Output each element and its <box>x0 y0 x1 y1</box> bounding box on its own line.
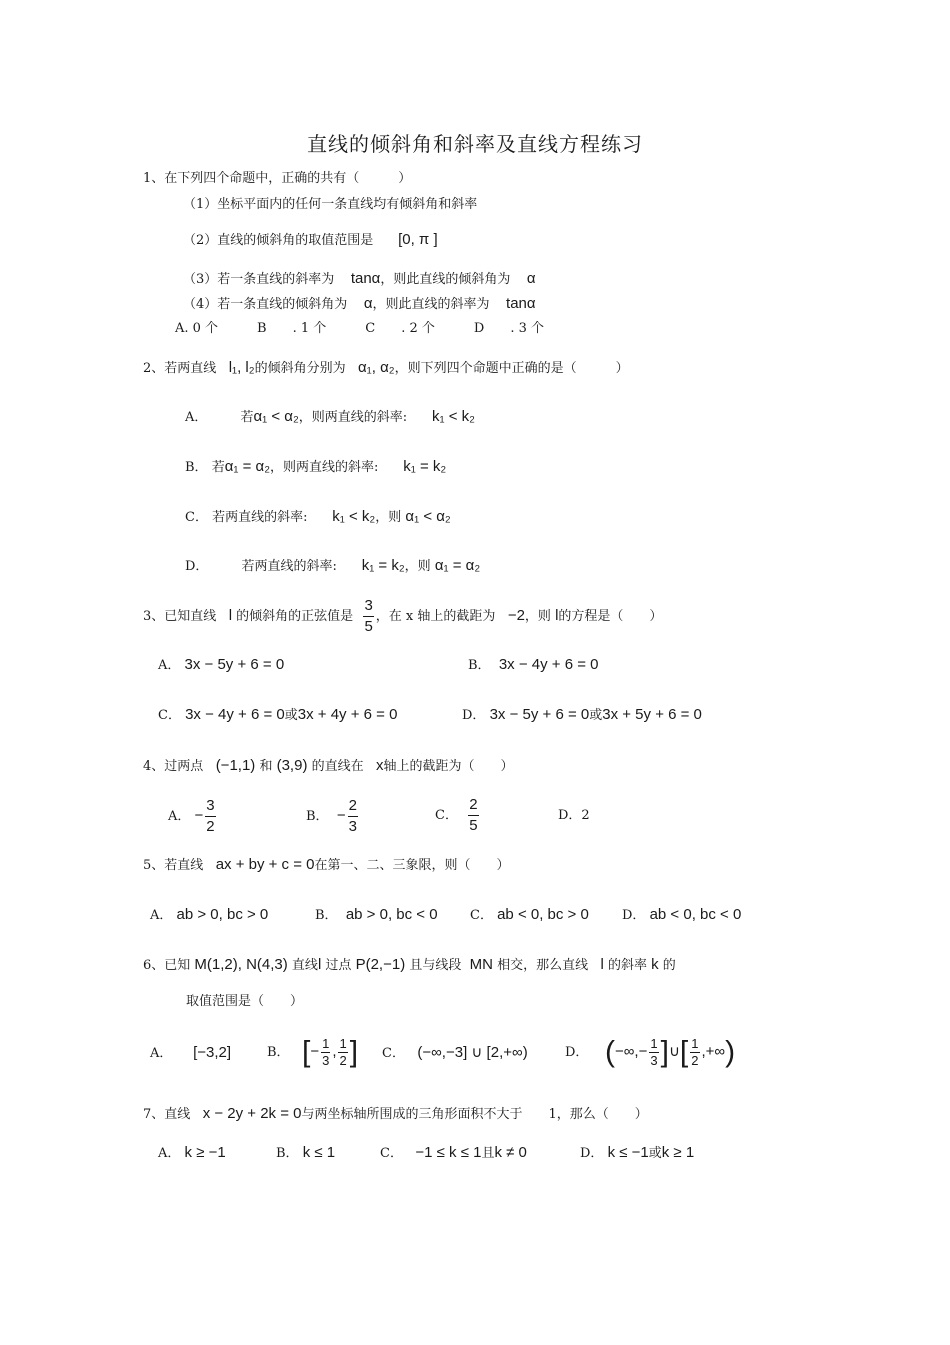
q6-option-b: B． [− $\frac{1}{3}$ , $\frac{1}{2}$ ] <box>267 1035 359 1069</box>
q1-stem: 1、在下列四个命题中，正确的共有（ ） <box>143 171 412 186</box>
q5-option-a: A． ab > 0, bc > 0 <box>150 906 269 923</box>
q4-option-b: B． − $\frac{2}{3}$ <box>306 797 357 835</box>
q4-option-a: A． − $\frac{3}{2}$ <box>168 797 215 835</box>
q2-option-d: D． 若两直线的斜率: k₁ = k₂，则 α₁ = α₂ <box>185 557 481 574</box>
q7-option-c: C． −1 ≤ k ≤ 1且k ≠ 0 <box>380 1144 527 1161</box>
q3-option-d: D． 3x − 5y + 6 = 0或3x + 5y + 6 = 0 <box>462 706 702 723</box>
q2-stem: 2、若两直线 l₁, l₂的倾斜角分别为 α₁, α₂，则下列四个命题中正确的是（ ） <box>143 359 629 376</box>
q5-option-c: C． ab < 0, bc > 0 <box>470 906 589 923</box>
q5-option-b: B． ab > 0, bc < 0 <box>315 906 438 923</box>
q7-option-a: A． k ≥ −1 <box>158 1144 226 1161</box>
q3-option-b: B． 3x − 4y + 6 = 0 <box>468 656 599 673</box>
q5-stem: 5、若直线 ax + by + c = 0在第一、二、三象限，则（ ） <box>143 856 510 873</box>
q6-stem: 6、已知 M(1,2), N(4,3) 直线l 过点 P(2,−1) 且与线段 MN 相交，那么直线 l 的斜率 k 的 <box>143 956 676 973</box>
q4-stem: 4、过两点 (−1,1) 和 (3,9) 的直线在 x轴上的截距为（ ） <box>143 757 514 774</box>
q6-option-a: A． [−3,2] <box>150 1044 232 1061</box>
q3-option-c: C． 3x − 4y + 6 = 0或3x + 4y + 6 = 0 <box>158 706 398 723</box>
q2-option-b: B． 若α₁ = α₂，则两直线的斜率: k₁ = k₂ <box>185 458 447 475</box>
q1-statement-3: （3）若一条直线的斜率为 tanα，则此直线的倾斜角为 α <box>183 270 536 287</box>
q1-statement-4: （4）若一条直线的倾斜角为 α，则此直线的斜率为 tanα <box>183 295 536 312</box>
q2-option-c: C． 若两直线的斜率: k₁ < k₂，则 α₁ < α₂ <box>185 508 451 525</box>
q4-option-d: D．2 <box>558 808 590 823</box>
q3-stem: 3、已知直线 l 的倾斜角的正弦值是 $\frac{3}{5}$ ，在 x 轴上的截距为 −2，则 l的方程是（ ） <box>143 597 663 635</box>
q6-option-c: C． (−∞,−3] ∪ [2,+∞) <box>382 1044 528 1061</box>
page-title: 直线的倾斜角和斜率及直线方程练习 <box>307 132 643 156</box>
q2-option-a: A． 若α₁ < α₂，则两直线的斜率: k₁ < k₂ <box>185 408 475 425</box>
q1-statement-1: （1）坐标平面内的任何一条直线均有倾斜角和斜率 <box>183 197 478 212</box>
q6-stem-line-2: 取值范围是（ ） <box>186 994 304 1009</box>
q3-option-a: A． 3x − 5y + 6 = 0 <box>158 656 285 673</box>
q6-option-d: D． (−∞,− $\frac{1}{3}$ ]∪[ $\frac{1}{2}$ ,+∞) <box>565 1035 736 1069</box>
q5-option-d: D． ab < 0, bc < 0 <box>622 906 742 923</box>
q7-option-d: D． k ≤ −1或k ≥ 1 <box>580 1144 695 1161</box>
q1-statement-2: （2）直线的倾斜角的取值范围是 [0, π ] <box>183 231 438 248</box>
q7-option-b: B． k ≤ 1 <box>276 1144 336 1161</box>
q7-stem: 7、直线 x − 2y + 2k = 0与两坐标轴所围成的三角形面积不大于 1，那么（ ） <box>143 1105 648 1122</box>
q1-options: A. 0 个 B . 1 个 C . 2 个 D . 3 个 <box>175 321 544 336</box>
q4-option-c: C． $\frac{2}{5}$ <box>435 796 478 834</box>
